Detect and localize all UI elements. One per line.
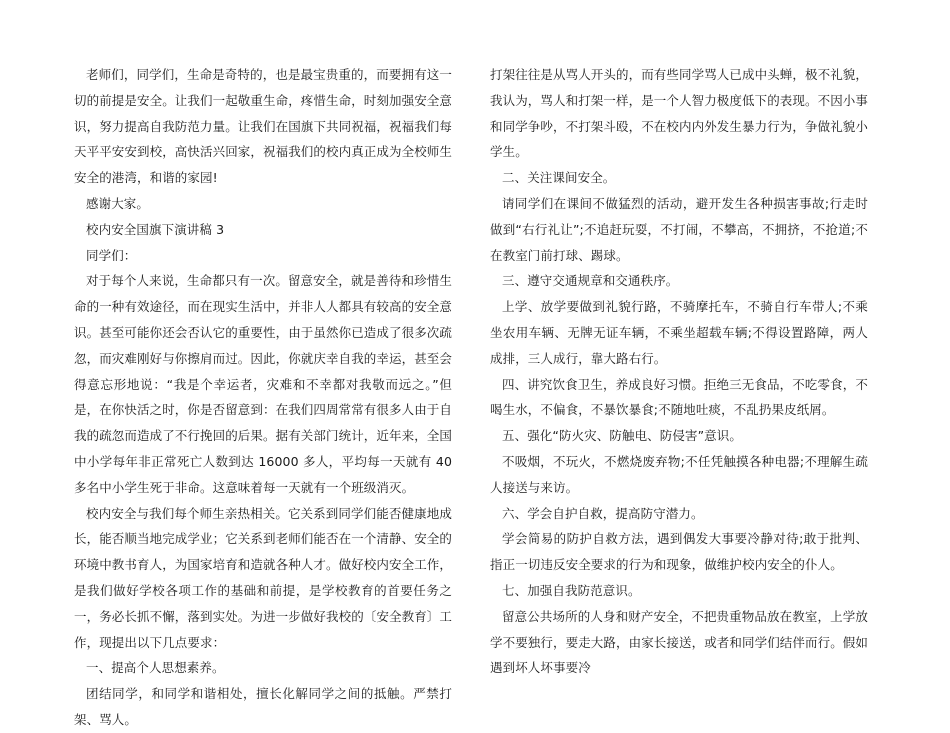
- left-column: [74, 62, 452, 733]
- section-body-2: 请同学们在课间不做猛烈的活动，避开发生各种损害事故;行走时做到“右行礼让”;不追赶玩耍，不打闹，不攀高，不拥挤，不抢道;不在教室门前打球、踢球。: [490, 195, 868, 263]
- section-body-7: 留意公共场所的人身和财产安全，不把贵重物品放在教室，上学放学不要独行，要走大路，由家长接送，或者和同学们结伴而行。假如遇到坏人坏事要冷: [490, 608, 869, 676]
- section-heading-7: 七、加强自我防范意识。: [502, 582, 641, 598]
- section-heading-3: 三、遵守交通规章和交通秩序。: [502, 273, 679, 289]
- section-heading-5: 五、强化“防火灾、防触电、防侵害”意识。: [502, 428, 742, 444]
- body-paragraph-campus-safety: 校内安全与我们每个师生亲热相关。它关系到同学们能否健康地成长，能否顺当地完成学业；它关系到老师们能否在一个清静、安全的环境中教书育人，为国家培育和造就各种人才。做好校内安全工作，是我们做好学校各项工作的基础和前提，是学校教育的首要任务之一，务必长抓不懈，落到实处。为进一步做好我校的〔安全教育〕工作，现提出以下几点要求：: [74, 505, 453, 650]
- section-body-1-continued: 打架往往是从骂人开头的，而有些同学骂人已成中头蝉，极不礼貌，我认为，骂人和打架一样，是一个人智力极度低下的表现。不因小事和同学争吵，不打架斗殴，不在校内内外发生暴力行为，争做礼貌小学生。: [490, 67, 869, 160]
- thanks-line: 感谢大家。: [86, 195, 150, 211]
- section-heading-2: 二、关注课间安全。: [502, 170, 616, 186]
- section-body-1: 团结同学，和同学和谐相处，擅长化解同学之间的抵触。严禁打架、骂人。: [74, 686, 452, 727]
- speech-title: 校内安全国旗下演讲稿 3: [86, 221, 225, 237]
- section-heading-4: 四、讲究饮食卫生，养成良好习惯。拒绝三无食品，不吃零食，不喝生水，不偏食，不暴饮暴食;不随地吐痰，不乱扔果皮纸屑。: [490, 376, 868, 418]
- section-body-6: 学会简易的防护自救方法，遇到偶发大事要冷静对待;敢于批判、指正一切违反安全要求的行为和现象，做维护校内安全的仆人。: [490, 531, 868, 573]
- salutation: 同学们：: [86, 247, 137, 263]
- closing-paragraph: 老师们，同学们，生命是奇特的，也是最宝贵重的，而要拥有这一切的前提是安全。让我们一起敬重生命，疼惜生命，时刻加强安全意识，努力提高自我防范力量。让我们在国旗下共同祝福，祝福我们每天平平安安到校，高快活兴回家，祝福我们的校内真正成为全校师生安全的港湾，和谐的家园!: [74, 67, 453, 186]
- right-column: [490, 62, 868, 681]
- section-body-5: 不吸烟，不玩火，不燃烧废弃物;不任凭触摸各种电器;不理解生疏人接送与来访。: [490, 453, 868, 495]
- section-body-3: 上学、放学要做到礼貌行路，不骑摩托车，不骑自行车带人;不乘坐农用车辆、无牌无证车辆，不乘坐超载车辆;不得设置路障，两人成排，三人成行，靠大路右行。: [490, 299, 868, 366]
- section-heading-6: 六、学会自护自救，提高防守潜力。: [502, 505, 704, 521]
- section-heading-1: 一、提高个人思想素养。: [86, 660, 225, 676]
- body-paragraph-life: 对于每个人来说，生命都只有一次。留意安全，就是善待和珍惜生命的一种有效途径，而在现实生活中，并非人人都具有较高的安全意识。甚至可能你还会否认它的重要性，由于虽然你已造成了很多次疏忽，而灾难刚好与你擦肩而过。因此，你就庆幸自我的幸运，甚至会得意忘形地说：“我是个幸运者，灾难和不幸都对我敬而远之。”但是，在你快活之时，你是否留意到：在我们四周常常有很多人由于自我的疏忽而造成了不行挽回的后果。据有关部门统计，近年来，全国中小学每年非正常死亡人数到达 16000 多人，平均每一天就有 40 多名中小学生死于非命。这意味着每一天就有一个班级消灭。: [74, 273, 453, 495]
